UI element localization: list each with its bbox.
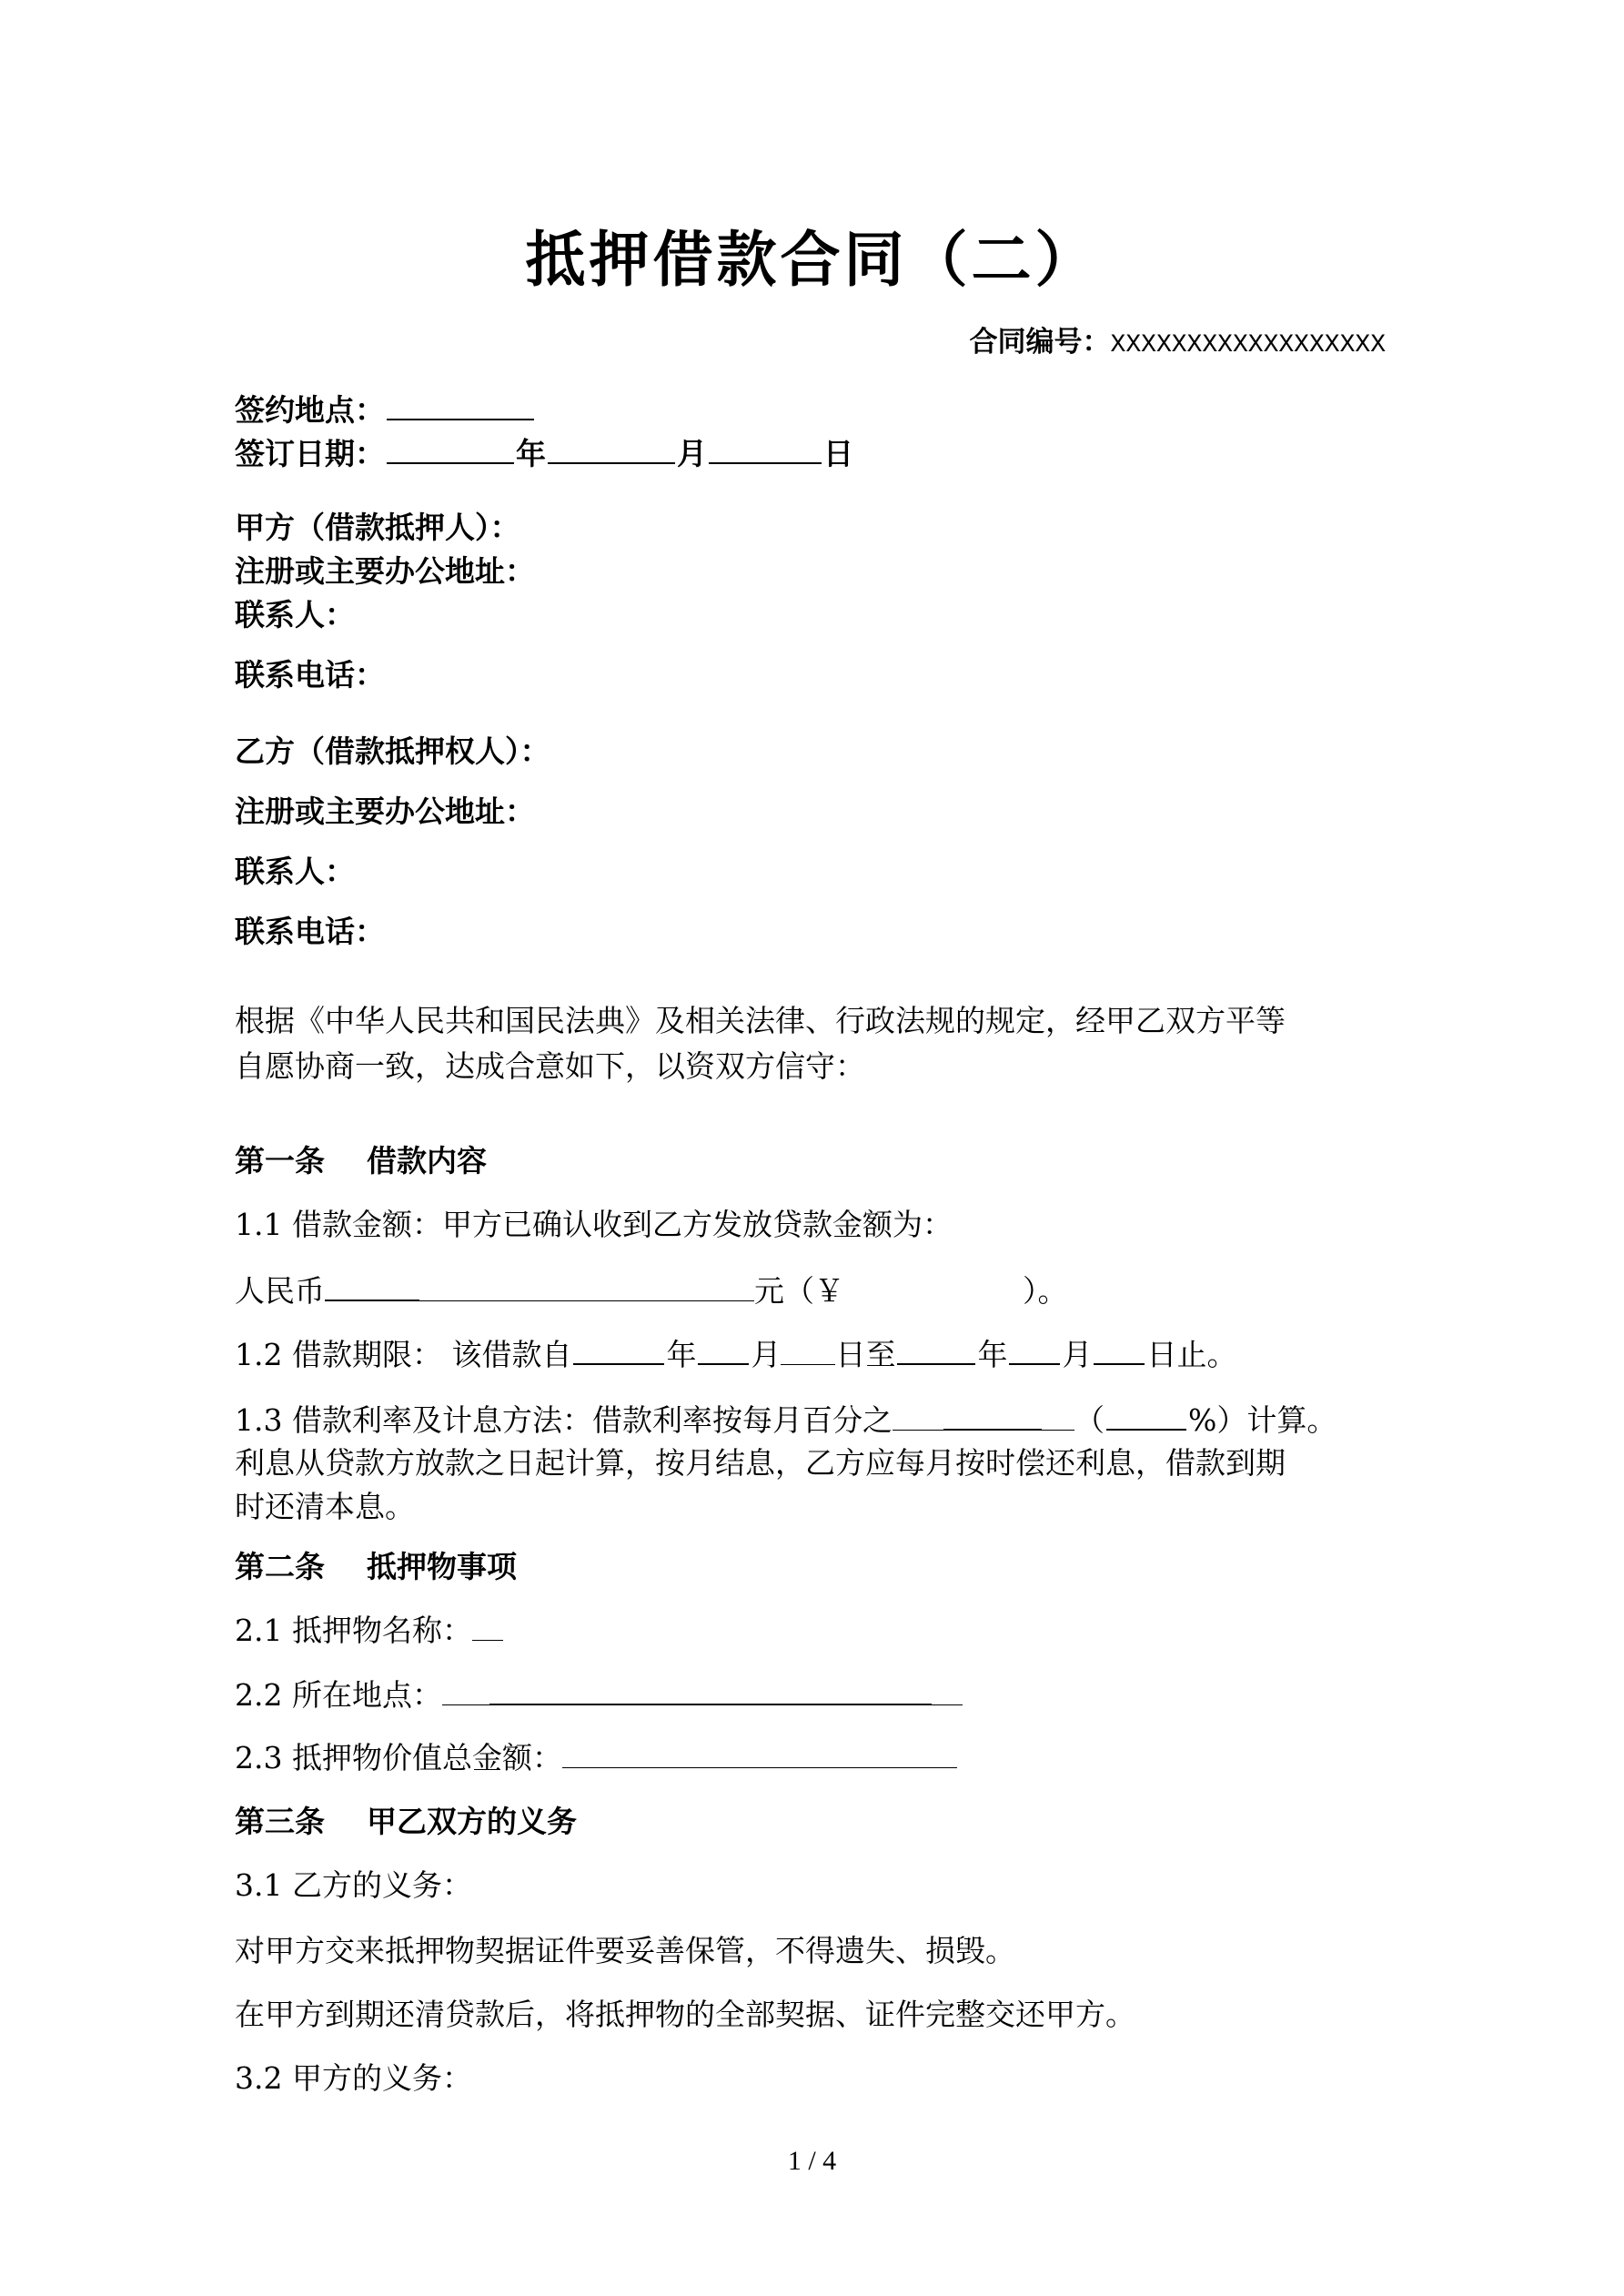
item-1-3-line-3: 时还清本息。 [235, 1489, 415, 1524]
term-end: 日止。 [1146, 1337, 1237, 1372]
party-b-contact: 联系人： [235, 854, 355, 889]
term-start-month: 月 [751, 1337, 782, 1372]
rmb-yuan: 元（￥ [754, 1273, 844, 1309]
sign-date-label: 签订日期： [235, 436, 385, 471]
article-2-heading: 第二条 抵押物事项 [235, 1549, 517, 1584]
party-a-contact: 联系人： [235, 597, 355, 632]
rate-blank-c[interactable] [1042, 1402, 1074, 1431]
article-3-heading: 第三条 甲乙双方的义务 [235, 1804, 577, 1839]
item-2-3 [235, 1740, 957, 1776]
term-to: 日至 [835, 1337, 896, 1372]
party-b-address: 注册或主要办公地址： [235, 794, 535, 829]
article-1-heading: 第一条 借款内容 [235, 1143, 487, 1178]
term-prefix: 1.2 借款期限： 该借款自 [235, 1337, 572, 1372]
item-3-2: 3.2 甲方的义务： [235, 2060, 472, 2096]
contract-number-label: 合同编号： [969, 326, 1111, 359]
term-end-year-blank[interactable] [897, 1336, 975, 1365]
party-b-phone: 联系电话： [235, 914, 385, 949]
rate-paren-open: （ [1074, 1402, 1105, 1438]
term-end-year: 年 [977, 1337, 1008, 1372]
rmb-close: ）。 [1023, 1273, 1068, 1309]
document-title: 抵押借款合同（二） [525, 225, 1099, 295]
rate-blank-b[interactable] [943, 1401, 1042, 1431]
collateral-value-label: 2.3 抵押物价值总金额： [235, 1740, 562, 1775]
term-start-month-blank[interactable] [698, 1336, 749, 1365]
collateral-location-label: 2.2 所在地点： [235, 1677, 442, 1713]
term-start-day-blank[interactable] [781, 1337, 835, 1365]
sign-month-blank[interactable] [548, 435, 675, 464]
contract-number [970, 319, 1386, 359]
page-number: 1 / 4 [787, 2146, 837, 2176]
party-b-title: 乙方（借款抵押权人）： [235, 733, 550, 769]
rmb-prefix: 人民币 [235, 1273, 325, 1309]
preamble-line-1: 根据《中华人民共和国民法典》及相关法律、行政法规的规定，经甲乙双方平等 [235, 1003, 1286, 1038]
item-1-1: 1.1 借款金额：甲方已确认收到乙方发放贷款金额为： [235, 1207, 953, 1242]
party-a-address: 注册或主要办公地址： [235, 553, 535, 589]
item-3-1: 3.1 乙方的义务： [235, 1867, 472, 1903]
preamble-line-2: 自愿协商一致，达成合意如下，以资双方信守： [235, 1048, 865, 1084]
sign-date-line [235, 435, 853, 472]
sign-place-label: 签约地点： [235, 392, 385, 428]
item-1-3 [235, 1401, 1337, 1439]
collateral-location-blank-b[interactable] [489, 1676, 932, 1705]
sign-place-blank[interactable] [387, 391, 534, 420]
item-1-2 [235, 1336, 1236, 1373]
duty-b-1: 对甲方交来抵押物契据证件要妥善保管，不得遗失、损毁。 [235, 1933, 1015, 1968]
item-2-1 [235, 1613, 503, 1649]
rate-prefix: 1.3 借款利率及计息方法：借款利率按每月百分之 [235, 1402, 893, 1438]
term-end-month: 月 [1062, 1337, 1093, 1372]
collateral-value-blank[interactable] [562, 1740, 957, 1768]
rate-blank-a[interactable] [893, 1402, 943, 1431]
collateral-name-blank[interactable] [472, 1613, 503, 1641]
sign-year-label: 年 [516, 436, 546, 471]
rate-percent-close: %）计算。 [1187, 1402, 1337, 1438]
rate-percent-blank[interactable] [1106, 1401, 1186, 1431]
sign-year-blank[interactable] [387, 435, 514, 464]
party-a-title: 甲方（借款抵押人）： [235, 510, 520, 545]
collateral-name-label: 2.1 抵押物名称： [235, 1613, 472, 1648]
collateral-location-blank-c[interactable] [932, 1677, 963, 1705]
party-a-phone: 联系电话： [235, 657, 385, 693]
term-end-month-blank[interactable] [1009, 1336, 1060, 1365]
rmb-amount-line [235, 1272, 1068, 1310]
term-start-year: 年 [666, 1337, 697, 1372]
item-1-3-line-2: 利息从贷款方放款之日起计算，按月结息，乙方应每月按时偿还利息，借款到期 [235, 1445, 1286, 1481]
term-end-day-blank[interactable] [1094, 1336, 1145, 1365]
duty-b-2: 在甲方到期还清贷款后，将抵押物的全部契据、证件完整交还甲方。 [235, 1997, 1135, 2032]
sign-day-blank[interactable] [709, 435, 822, 464]
contract-number-value: XXXXXXXXXXXXXXXXXX [1110, 331, 1386, 359]
collateral-location-blank-a[interactable] [442, 1677, 489, 1705]
item-2-2 [235, 1676, 963, 1714]
sign-day-label: 日 [823, 436, 853, 471]
sign-month-label: 月 [677, 436, 707, 471]
rmb-amount-blank-a[interactable] [325, 1272, 419, 1301]
sign-place-line [235, 391, 536, 429]
rmb-amount-blank-b[interactable] [419, 1273, 754, 1301]
term-start-year-blank[interactable] [573, 1336, 664, 1365]
